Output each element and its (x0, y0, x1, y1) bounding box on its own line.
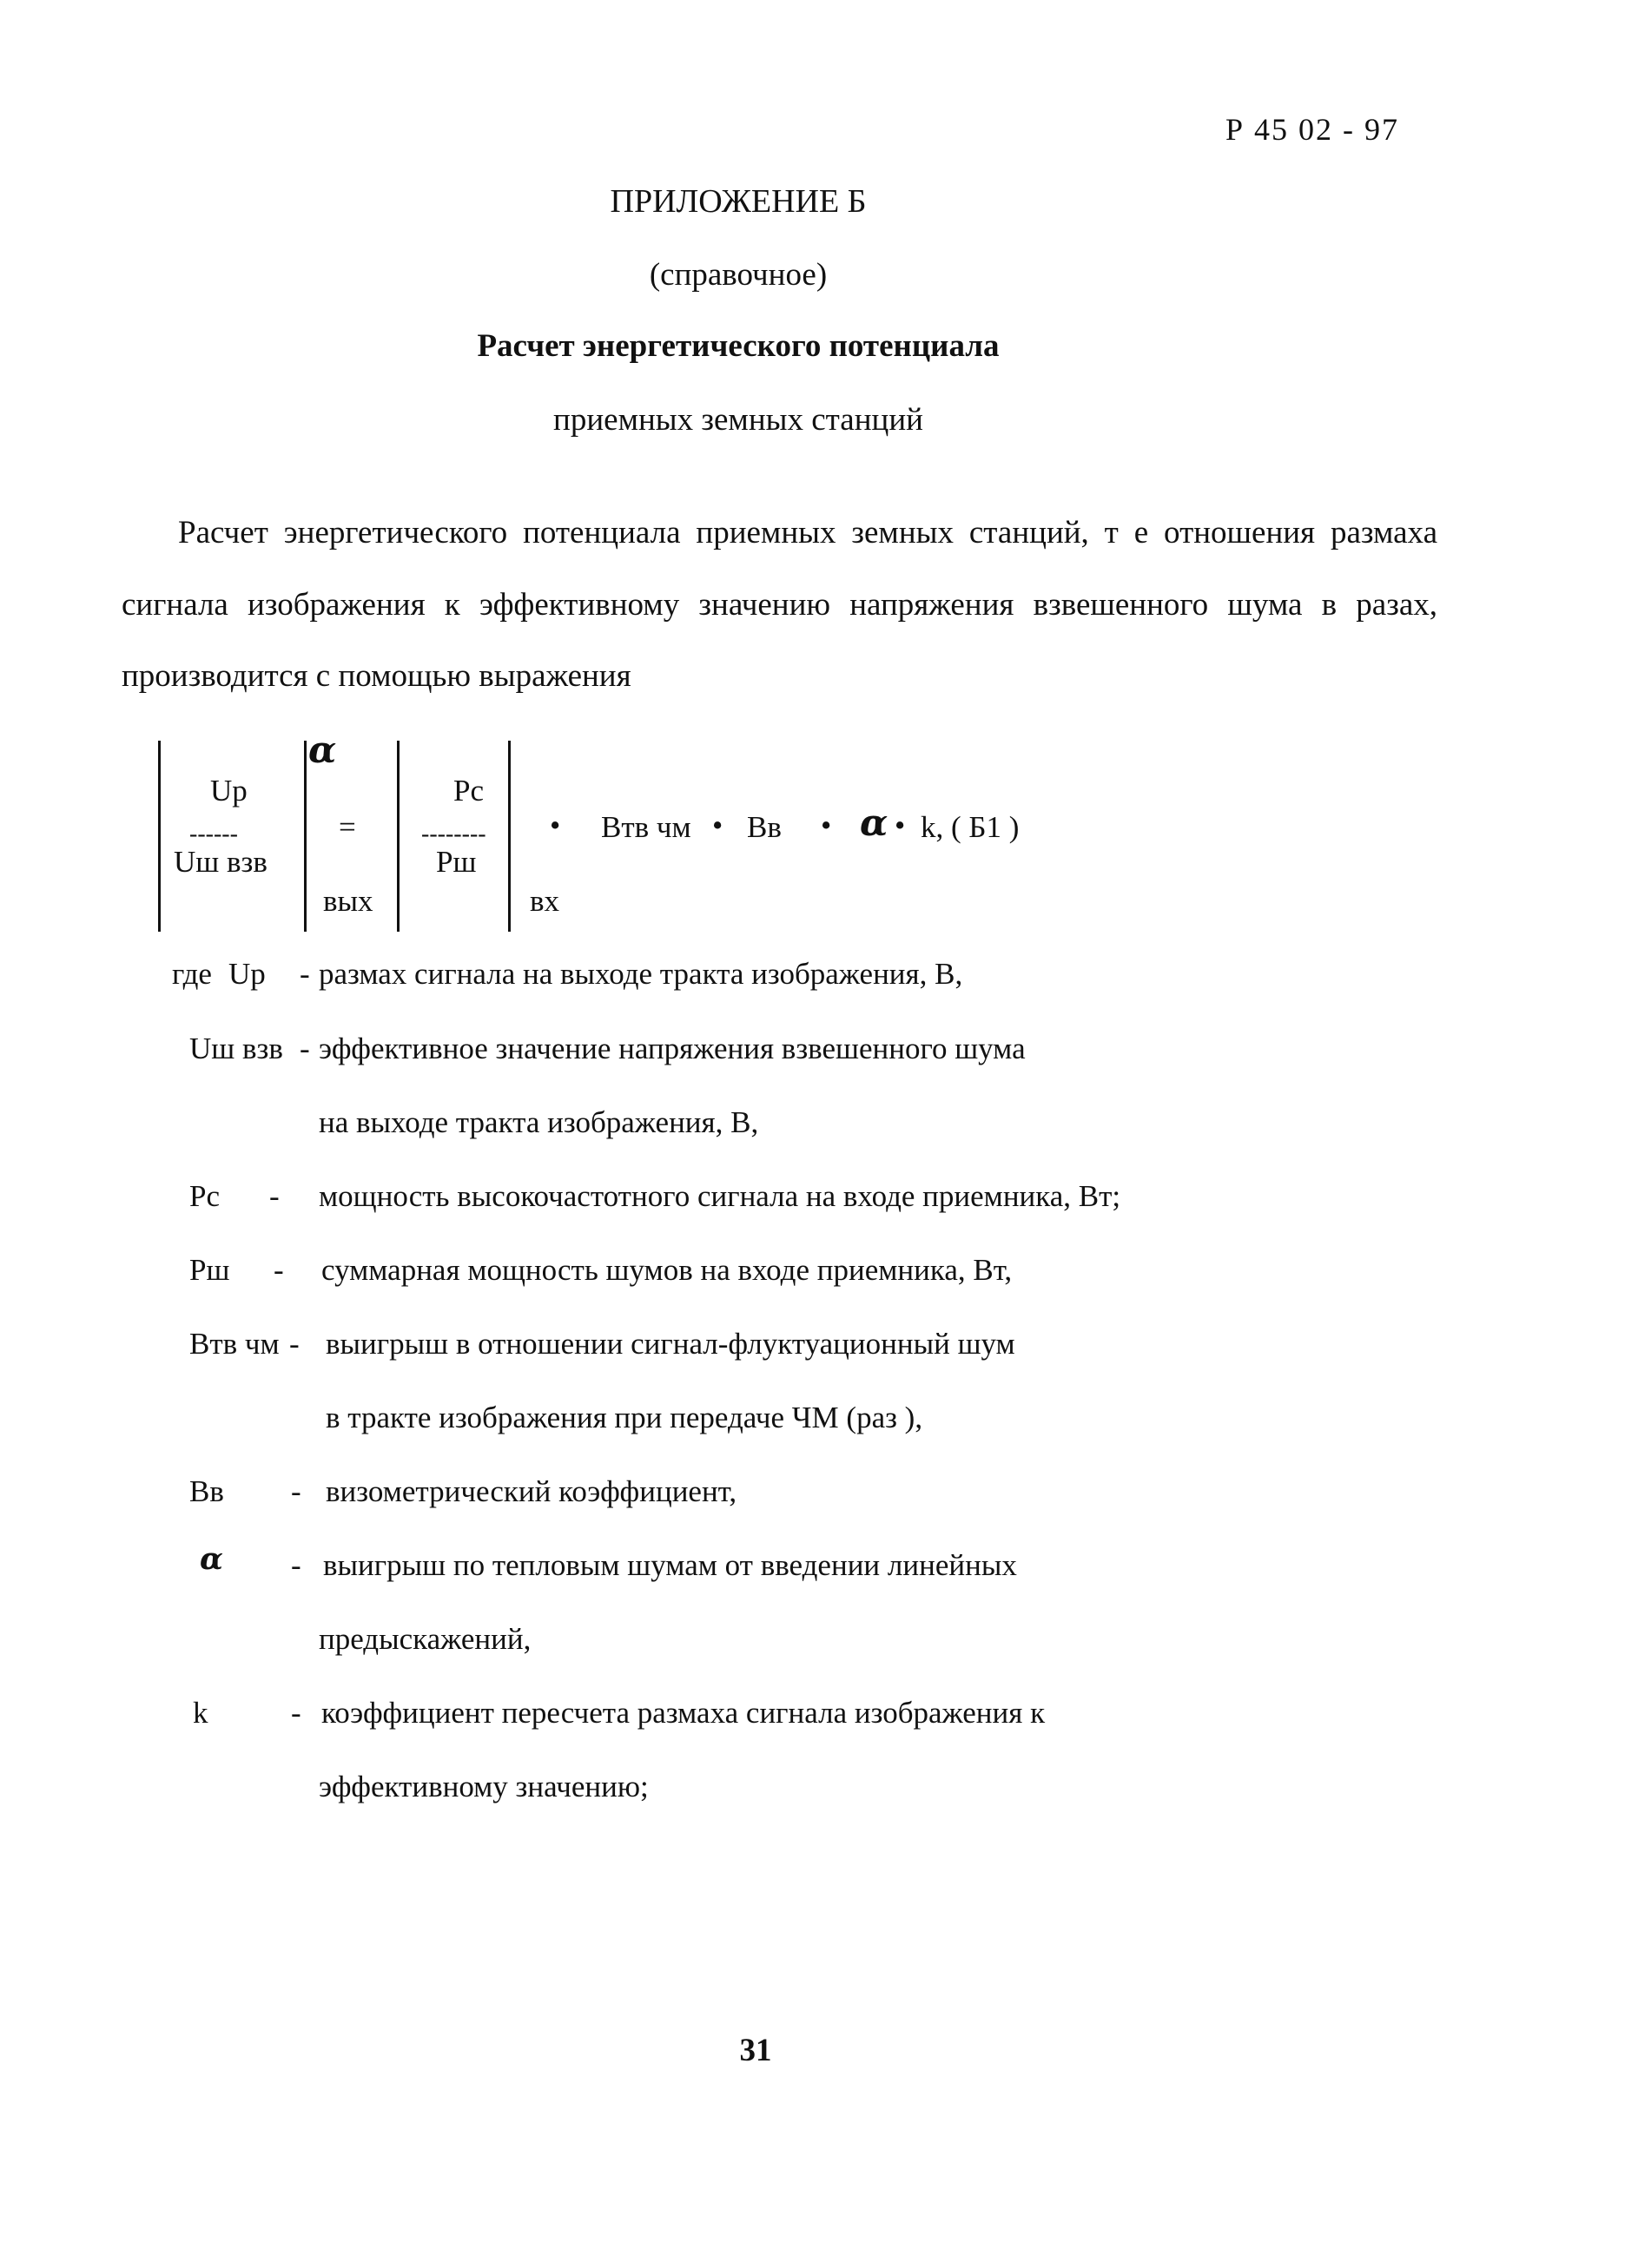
def-dash-k: - (291, 1696, 301, 1730)
def-symbol-bv: Вв (189, 1474, 224, 1508)
section-title-line-1: Расчет энергетического потенциала (477, 328, 1000, 364)
def-dash-ush-vzv: - (300, 1032, 310, 1065)
intro-line-1: Расчет энергетического потенциала приемных земных станций, т е отношения размаха (178, 515, 1437, 551)
formula-dot-3: • (821, 808, 832, 842)
formula-numerator-right: Рс (453, 774, 484, 808)
intro-line-2: сигнала изображения к эффективному значению напряжения взвешенного шума в разах, (122, 587, 1437, 623)
def-symbol-alpha: α (200, 1541, 223, 1577)
formula-term-bv: Вв (747, 810, 782, 844)
def-text-alpha-cont: предыскажений, (319, 1622, 532, 1656)
formula-alpha: α (860, 801, 888, 844)
def-dash-alpha: - (291, 1548, 301, 1582)
def-text-ush-vzv: эффективное значение напряжения взвешенного шума (319, 1032, 1026, 1065)
formula-dot-4: • (895, 808, 906, 842)
formula-equals: = (339, 810, 356, 844)
def-text-ush-vzv-cont: на выходе тракта изображения, В, (319, 1105, 759, 1139)
def-text-up: размах сигнала на выходе тракта изображения, В, (319, 957, 963, 991)
formula-term-k: k, ( Б1 ) (921, 810, 1020, 844)
formula-numerator-left: Uр (210, 774, 248, 808)
def-dash-up: - (300, 957, 310, 991)
formula-denominator-right: Рш (436, 845, 477, 879)
def-symbol-k: k (193, 1696, 208, 1730)
def-symbol-psh: Рш (189, 1253, 230, 1287)
appendix-title: ПРИЛОЖЕНИЕ Б (610, 183, 867, 220)
def-text-k-cont: эффективному значению; (319, 1770, 649, 1803)
def-symbol-up: Uр (228, 957, 266, 991)
page-number: 31 (739, 2033, 772, 2068)
intro-line-3: производится с помощью выражения (122, 658, 631, 694)
def-dash-btv-chm: - (289, 1327, 300, 1361)
formula-fraction-line-right: -------- (421, 821, 486, 847)
def-text-alpha: выигрыш по тепловым шумам от введении линейных (323, 1548, 1017, 1582)
appendix-type: (справочное) (649, 257, 828, 293)
formula-dot-1: • (550, 808, 561, 842)
where-label: где (172, 957, 212, 991)
formula-denominator-left: Uш взв (174, 845, 268, 879)
def-text-bv: визометрический коэффициент, (326, 1474, 737, 1508)
formula-fraction-line-left: ------ (189, 821, 238, 847)
def-dash-pc: - (269, 1179, 280, 1213)
def-dash-psh: - (274, 1253, 284, 1287)
formula-dot-2: • (712, 808, 723, 842)
def-symbol-ush-vzv: Uш взв (189, 1032, 283, 1065)
def-text-btv-chm: выигрыш в отношении сигнал-флуктуационный шум (326, 1327, 1015, 1361)
formula-term-btv-chm: Втв чм (601, 810, 691, 844)
def-text-psh: суммарная мощность шумов на входе приемника, Вт, (321, 1253, 1013, 1287)
def-text-btv-chm-cont: в тракте изображения при передаче ЧМ (раз ), (326, 1401, 923, 1434)
formula-subscript-in: вх (530, 884, 560, 918)
def-symbol-pc: Рс (189, 1179, 220, 1213)
section-title-line-2: приемных земных станций (553, 402, 923, 438)
def-symbol-btv-chm: Втв чм (189, 1327, 280, 1361)
def-text-pc: мощность высокочастотного сигнала на входе приемника, Вт; (319, 1179, 1121, 1213)
def-dash-bv: - (291, 1474, 301, 1508)
def-text-k: коэффициент пересчета размаха сигнала изображения к (321, 1696, 1046, 1730)
formula-subscript-out: вых (323, 884, 373, 918)
document-code: Р 45 02 - 97 (1225, 112, 1399, 147)
formula-exponent-alpha: α (308, 729, 337, 771)
